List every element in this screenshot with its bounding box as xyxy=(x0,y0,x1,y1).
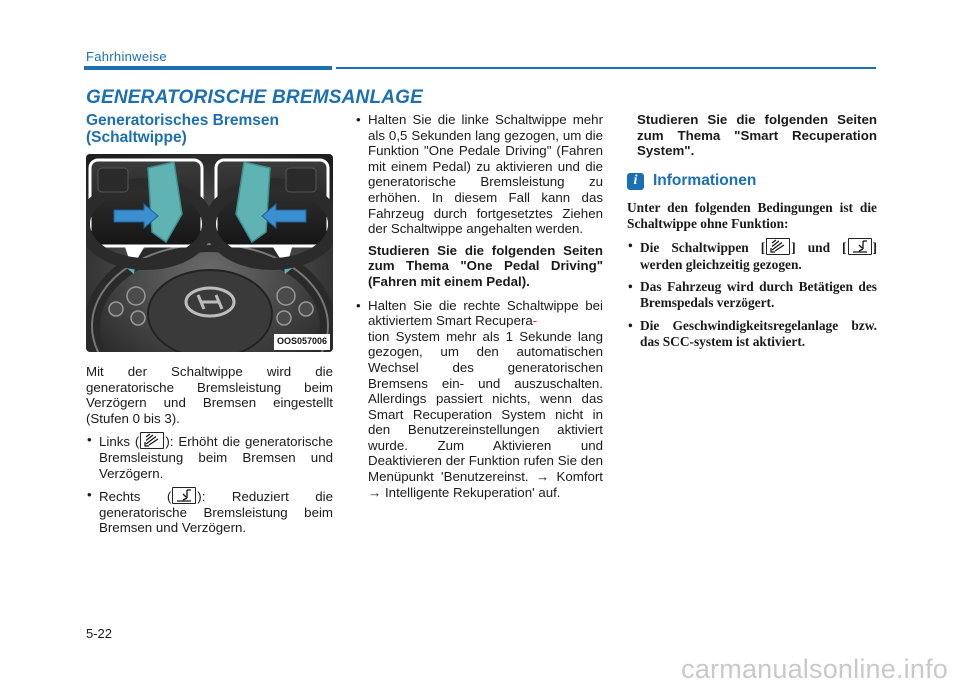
hyphen-mark: - xyxy=(532,313,538,329)
left-paddle-icon xyxy=(766,238,790,255)
page-number: 5-22 xyxy=(86,626,113,641)
subheading: Generatorisches Bremsen (Schaltwippe) xyxy=(86,112,279,146)
watermark: carmanualsonline.info xyxy=(681,654,948,684)
column-1 xyxy=(86,112,333,542)
steering-wheel-figure xyxy=(86,154,333,352)
left-paddle-icon xyxy=(140,432,164,449)
list-item xyxy=(86,487,333,536)
list-item: • Das Fahrzeug wird durch Betätigen des Bremspedals verzögert. xyxy=(627,279,877,312)
info-header xyxy=(627,173,877,190)
bullet-pre: Links ( xyxy=(99,434,140,450)
info-title: Informationen xyxy=(653,172,757,190)
list-item: • Halten Sie die linke Schaltwippe mehr als 0,5 Sekunden lang gezogen, um die Funktion "One Pedale Driving" (Fahren mit einem Pedal) zu aktivieren und die generatorische Bremsleistung zu erhöhen. In diesem Fall kann das Fahrzeug durch fortgesetztes Ziehen der Schaltwippe angehalten werden. xyxy=(355,112,603,237)
note-one-pedal: Studieren Sie die folgenden Seiten zum Thema "One Pedal Driving" (Fahren mit einem Pedal). xyxy=(368,242,603,289)
header-section-label: Fahrhinweise xyxy=(86,49,167,64)
list-item: • Die Geschwindigkeitsregelanlage bzw. das SCC-system ist aktiviert. xyxy=(627,318,877,351)
bullet-pre: Rechts ( xyxy=(99,489,172,505)
bullet-post: ): Reduziert die generatorische Bremsleistung beim Bremsen und Verzögern. xyxy=(99,489,333,536)
paddle-hold-list xyxy=(355,112,603,237)
note-smart-recuperation: Studieren Sie die folgenden Seiten zum Thema "Smart Recuperation System". xyxy=(637,112,877,159)
info-list xyxy=(627,238,877,350)
header-rule-thick xyxy=(84,66,332,70)
column-2 xyxy=(355,112,603,506)
right-paddle-icon xyxy=(172,487,196,504)
info-body xyxy=(627,200,877,350)
list-item xyxy=(86,432,333,481)
bullet2-text-b: tion System mehr als 1 Sekunde lang gezogen, um den automatischen Wechsel des generatorischen Bremsens ein- und auszuschalten. Allerdings passiert nichts, wenn das Smart Recuperation System nicht in den Benutzereinstellungen aktiviert wurde. Zum Aktivieren und Deaktivieren der Funktion rufen Sie den Menüpunkt 'Benutzereinst. → Komfort → Intelligente Rekuperation' auf. xyxy=(368,328,603,500)
list-item xyxy=(355,298,603,501)
info-b1-mid: ] und [ xyxy=(791,240,847,256)
header-rule-thin xyxy=(336,67,876,69)
info-b1-end: ] werden gleichzeitig gezogen. xyxy=(640,240,877,272)
info-b1-a: Die Schaltwippen [ xyxy=(640,240,766,256)
bullet-post: ): Erhöht die generatorische Bremsleistung beim Bremsen und Verzögern. xyxy=(99,434,333,481)
column-3 xyxy=(627,112,877,356)
paddle-hold-list-2 xyxy=(355,298,603,501)
bullet2-text-a: Halten Sie die rechte Schaltwippe bei aktiviertem Smart Recupera xyxy=(368,297,603,329)
figure-code: OOS057006 xyxy=(274,334,330,350)
info-icon: i xyxy=(627,173,644,190)
steering-wheel-illustration xyxy=(86,154,333,352)
intro-paragraph: Mit der Schaltwippe wird die generatorische Bremsleistung beim Verzögern und Bremsen eingestellt (Stufen 0 bis 3). xyxy=(86,364,333,426)
info-intro: Unter den folgenden Bedingungen ist die Schaltwippe ohne Funktion: xyxy=(627,199,877,232)
list-item xyxy=(627,238,877,273)
right-paddle-icon xyxy=(848,238,872,255)
section-title: GENERATORISCHE BREMSANLAGE xyxy=(86,87,424,108)
paddle-list xyxy=(86,432,333,536)
